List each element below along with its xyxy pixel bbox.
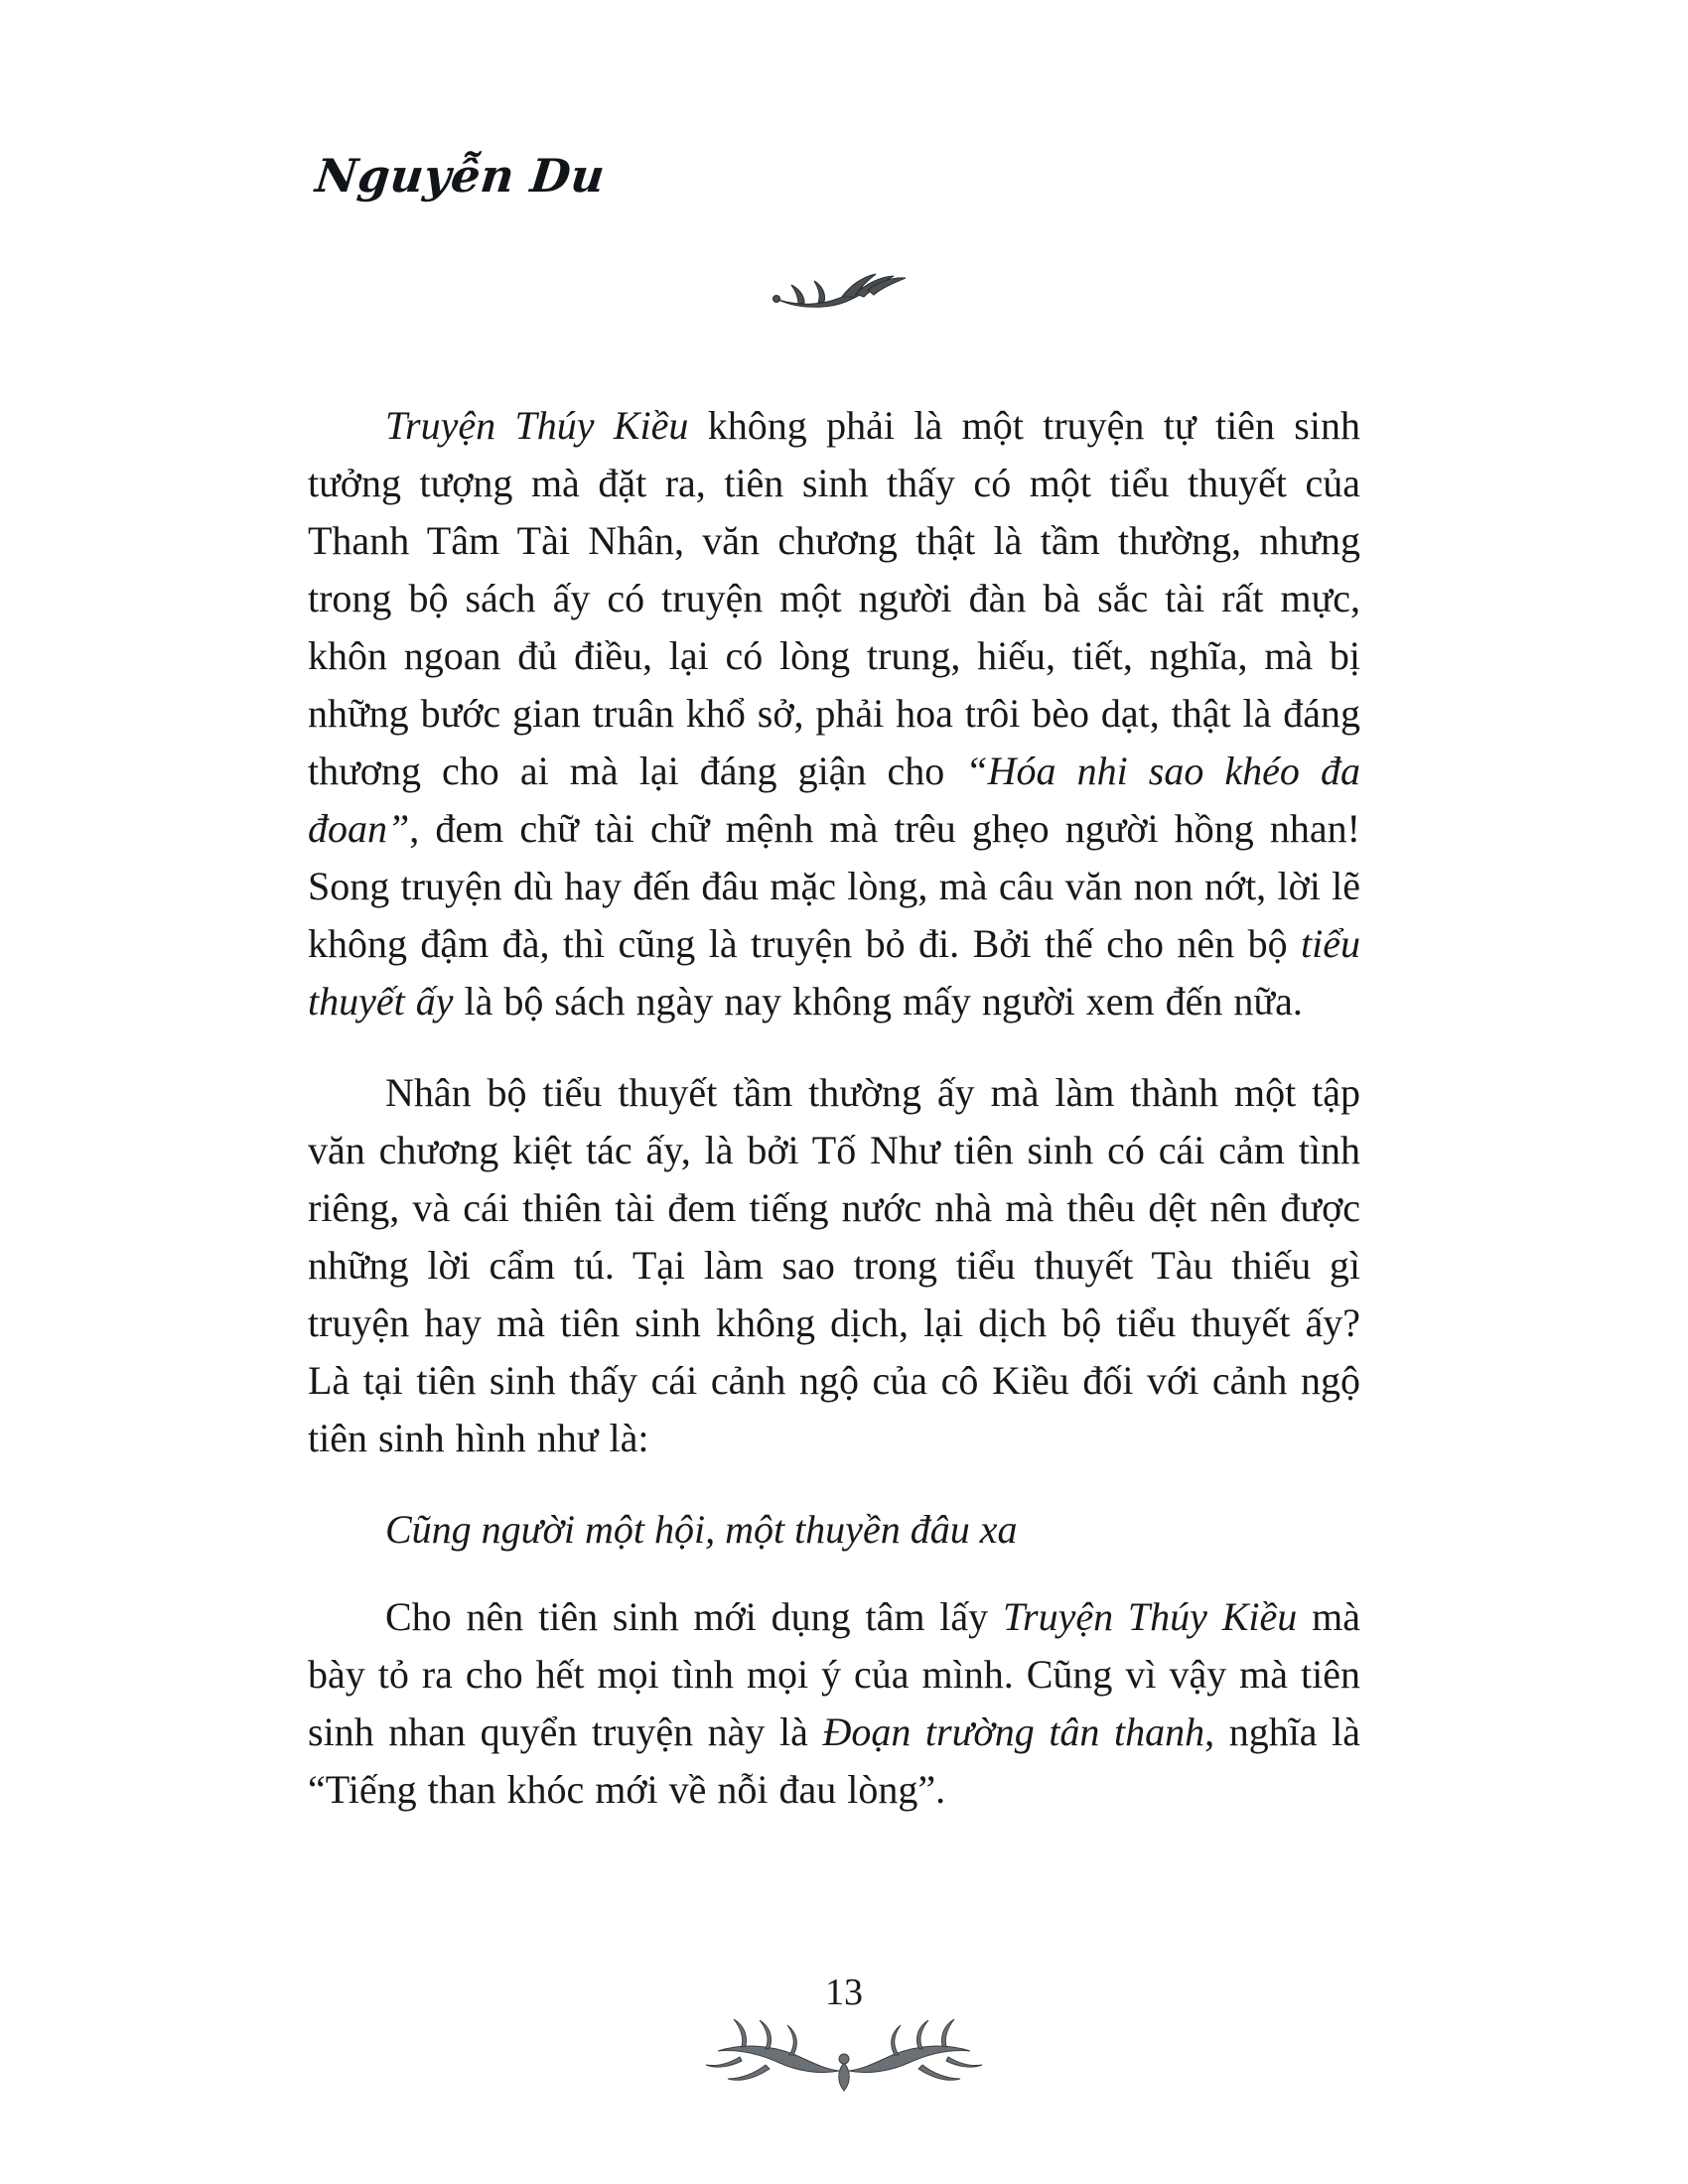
top-ornament xyxy=(0,266,1688,326)
paragraph-3-part-c: , nghĩa là “Tiếng than khóc mới về nỗi đau lòng”. xyxy=(308,1709,1361,1812)
bottom-ornament xyxy=(0,2013,1688,2103)
work-title-italic-3: Đoạn trường tân thanh xyxy=(822,1709,1205,1754)
paragraph-1 xyxy=(308,397,1360,1030)
emphasis-italic: tiểu thuyết ấy xyxy=(308,921,1360,1024)
page-number: 13 xyxy=(825,1972,863,2013)
paragraph-3-part-a: Cho nên tiên sinh mới dụng tâm lấy xyxy=(385,1594,1003,1639)
paragraph-2: Nhân bộ tiểu thuyết tầm thường ấy mà làm thành một tập văn chương kiệt tác ấy, là bởi Tố Như tiên sinh có cái cảm tình riêng, và cái thiên tài đem tiếng nước nhà mà thêu dệt nên được những lời cẩm tú. Tại làm sao trong tiểu thuyết Tàu thiếu gì truyện hay mà tiên sinh không dịch, lại dịch bộ tiểu thuyết ấy? Là tại tiên sinh thấy cái cảnh ngộ của cô Kiều đối với cảnh ngộ tiên sinh hình như là: xyxy=(308,1070,1360,1460)
work-title-italic-2: Truyện Thúy Kiều xyxy=(1002,1594,1298,1639)
inline-quote-italic: “Hóa nhi sao khéo đa đoan” xyxy=(308,749,1360,851)
paragraph-3-part-b: mà bày tỏ ra cho hết mọi tình mọi ý của mình. Cũng vì vậy mà tiên sinh nhan quyển truyện này là xyxy=(308,1594,1360,1754)
work-title-italic: Truyện Thúy Kiều xyxy=(385,403,689,448)
paragraph-1-part-b: , đem chữ tài chữ mệnh mà trêu ghẹo người hồng nhan! Song truyện dù hay đến đâu mặc lòng, mà câu văn non nớt, lời lẽ không đậm đà, thì cũng là truyện bỏ đi. Bởi thế cho nên bộ xyxy=(308,806,1360,966)
running-head-author: Nguyễn Du xyxy=(313,149,608,203)
verse-line: Cũng người một hội, một thuyền đâu xa xyxy=(385,1507,1018,1552)
text-column xyxy=(308,397,1360,1819)
paragraph-1-part-a: không phải là một truyện tự tiên sinh tưởng tượng mà đặt ra, tiên sinh thấy có một tiểu thuyết của Thanh Tâm Tài Nhân, văn chương thật là tầm thường, nhưng trong bộ sách ấy có truyện một người đàn bà sắc tài rất mực, khôn ngoan đủ điều, lại có lòng trung, hiếu, tiết, nghĩa, mà bị những bước gian truân khổ sở, phải hoa trôi bèo dạt, thật là đáng thương cho ai mà lại đáng giận cho xyxy=(308,403,1360,793)
paragraph-3 xyxy=(308,1588,1360,1819)
paragraph-1-part-c: là bộ sách ngày nay không mấy người xem đến nữa. xyxy=(453,979,1303,1024)
